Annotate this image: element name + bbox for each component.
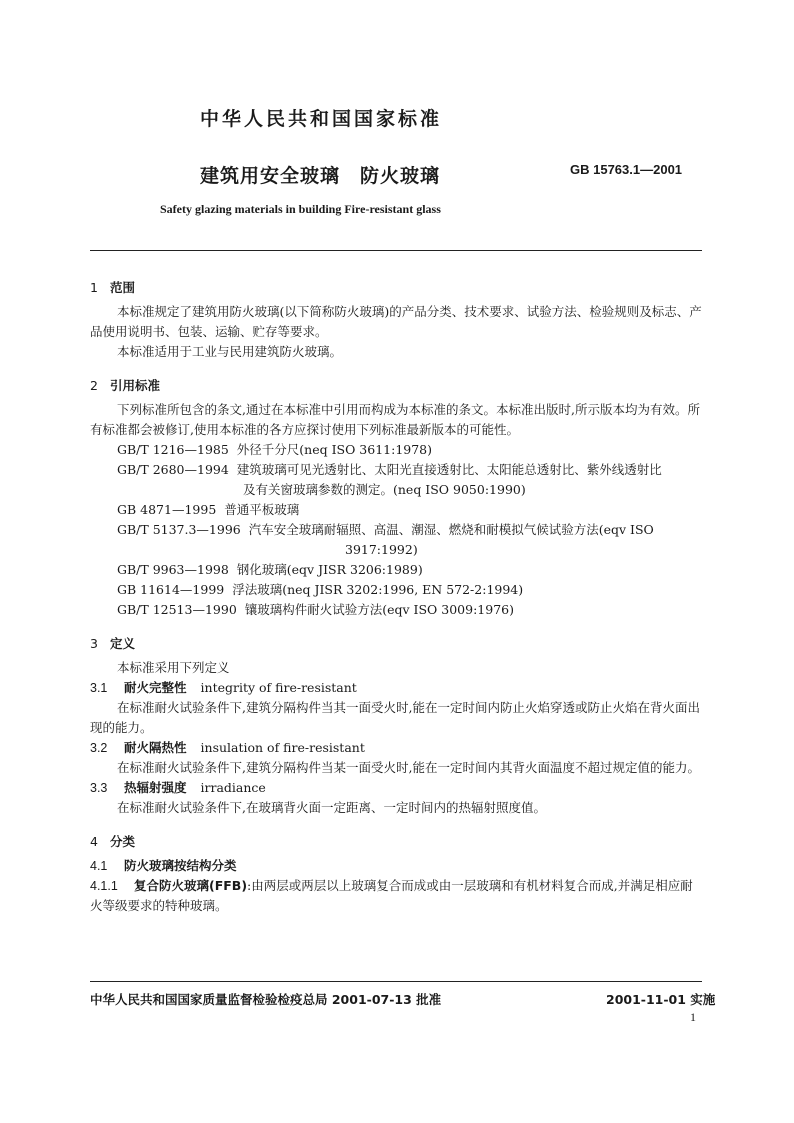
definition-number: 3.1 <box>90 681 108 695</box>
reference-continuation: 及有关窗玻璃参数的测定。(neq ISO 9050:1990) <box>243 482 526 497</box>
reference-item <box>90 500 702 520</box>
paragraph: 本标准规定了建筑用防火玻璃(以下简称防火玻璃)的产品分类、技术要求、试验方法、检验规则及标志、产品使用说明书、包装、运输、贮存等要求。 <box>90 304 702 339</box>
section-1-heading <box>90 278 702 298</box>
section-2-heading <box>90 376 702 396</box>
approval-line: 中华人民共和国国家质量监督检验检疫总局 2001-07-13 批准 <box>90 992 442 1007</box>
reference-code: GB/T 5137.3—1996 <box>117 522 241 537</box>
reference-title: 汽车安全玻璃耐辐照、高温、潮湿、燃烧和耐模拟气候试验方法(eqv ISO <box>248 522 654 537</box>
footer-rule <box>90 981 702 982</box>
subsection-paragraph <box>90 876 702 916</box>
reference-code: GB 4871—1995 <box>117 502 217 517</box>
definition-term: 耐火完整性 <box>124 680 187 695</box>
definition-term: 耐火隔热性 <box>124 740 187 755</box>
section-title: 引用标准 <box>110 378 161 393</box>
definition-text: 在标准耐火试验条件下,建筑分隔构件当其一面受火时,能在一定时间内防止火焰穿透或防止火焰在背火面出现的能力。 <box>90 700 700 735</box>
reference-item <box>90 600 702 620</box>
section-title: 分类 <box>110 834 136 849</box>
definition-text: 在标准耐火试验条件下,在玻璃背火面一定距离、一定时间内的热辐射照度值。 <box>117 800 546 815</box>
section-number: 1 <box>90 280 98 295</box>
section-title: 范围 <box>110 280 136 295</box>
definition-number: 3.3 <box>90 781 108 795</box>
english-title: Safety glazing materials in building Fire-resistant glass <box>160 202 441 216</box>
reference-item <box>90 460 702 480</box>
reference-title: 浮法玻璃(neq JISR 3202:1996, EN 572-2:1994) <box>232 582 524 597</box>
paragraph: 下列标准所包含的条文,通过在本标准中引用而构成为本标准的条文。本标准出版时,所示版本均为有效。所有标准都会被修订,使用本标准的各方应探讨使用下列标准最新版本的可能性。 <box>90 402 700 437</box>
definition-text: 在标准耐火试验条件下,建筑分隔构件当某一面受火时,能在一定时间内其背火面温度不超过规定值的能力。 <box>117 760 700 775</box>
reference-item <box>90 520 702 540</box>
definition-term-en: insulation of fire-resistant <box>200 740 365 755</box>
reference-code: GB/T 2680—1994 <box>117 462 229 477</box>
definition-term-en: integrity of fire-resistant <box>200 680 357 695</box>
reference-title: 钢化玻璃(eqv JISR 3206:1989) <box>236 562 423 577</box>
reference-code: GB/T 12513—1990 <box>117 602 237 617</box>
section-4-heading <box>90 832 702 852</box>
document-title: 建筑用安全玻璃 防火玻璃 <box>200 165 441 187</box>
subsection-number: 4.1 <box>90 859 108 873</box>
definition-heading <box>90 738 702 758</box>
document-body <box>90 278 702 916</box>
subsection-term: 复合防火玻璃(FFB) <box>134 878 248 893</box>
reference-code: GB/T 1216—1985 <box>117 442 229 457</box>
reference-continuation: 3917:1992) <box>345 542 418 557</box>
definition-heading <box>90 778 702 798</box>
reference-title: 外径千分尺(neq ISO 3611:1978) <box>236 442 433 457</box>
definition-term-en: irradiance <box>200 780 266 795</box>
subsection-title: 防火玻璃按结构分类 <box>124 858 237 873</box>
reference-code: GB 11614—1999 <box>117 582 225 597</box>
reference-title: 普通平板玻璃 <box>224 502 300 517</box>
paragraph: 本标准采用下列定义 <box>117 660 230 675</box>
header-rule <box>90 250 702 251</box>
definition-term: 热辐射强度 <box>124 780 187 795</box>
reference-code: GB/T 9963—1998 <box>117 562 229 577</box>
standard-number: GB 15763.1—2001 <box>570 162 683 177</box>
reference-item <box>90 580 702 600</box>
section-title: 定义 <box>110 636 136 651</box>
definition-number: 3.2 <box>90 741 108 755</box>
standard-org-heading: 中华人民共和国国家标准 <box>200 108 443 130</box>
page-number: 1 <box>690 1010 696 1024</box>
section-3-heading <box>90 634 702 654</box>
section-number: 4 <box>90 834 98 849</box>
definition-heading <box>90 678 702 698</box>
subsection-text: :由两层或两层以上玻璃复合而成或由一层玻璃和有机材料复合而成,并满足相应耐火等级要求的特种玻璃。 <box>90 878 693 913</box>
section-number: 3 <box>90 636 98 651</box>
paragraph: 本标准适用于工业与民用建筑防火玻璃。 <box>117 344 343 359</box>
reference-title: 镶玻璃构件耐火试验方法(eqv ISO 3009:1976) <box>244 602 514 617</box>
implementation-date: 2001-11-01 实施 <box>606 992 716 1007</box>
reference-title: 建筑玻璃可见光透射比、太阳光直接透射比、太阳能总透射比、紫外线透射比 <box>236 462 662 477</box>
subsection-number: 4.1.1 <box>90 879 118 893</box>
reference-item <box>90 440 702 460</box>
subsection-heading <box>90 856 702 876</box>
reference-item <box>90 560 702 580</box>
section-number: 2 <box>90 378 98 393</box>
